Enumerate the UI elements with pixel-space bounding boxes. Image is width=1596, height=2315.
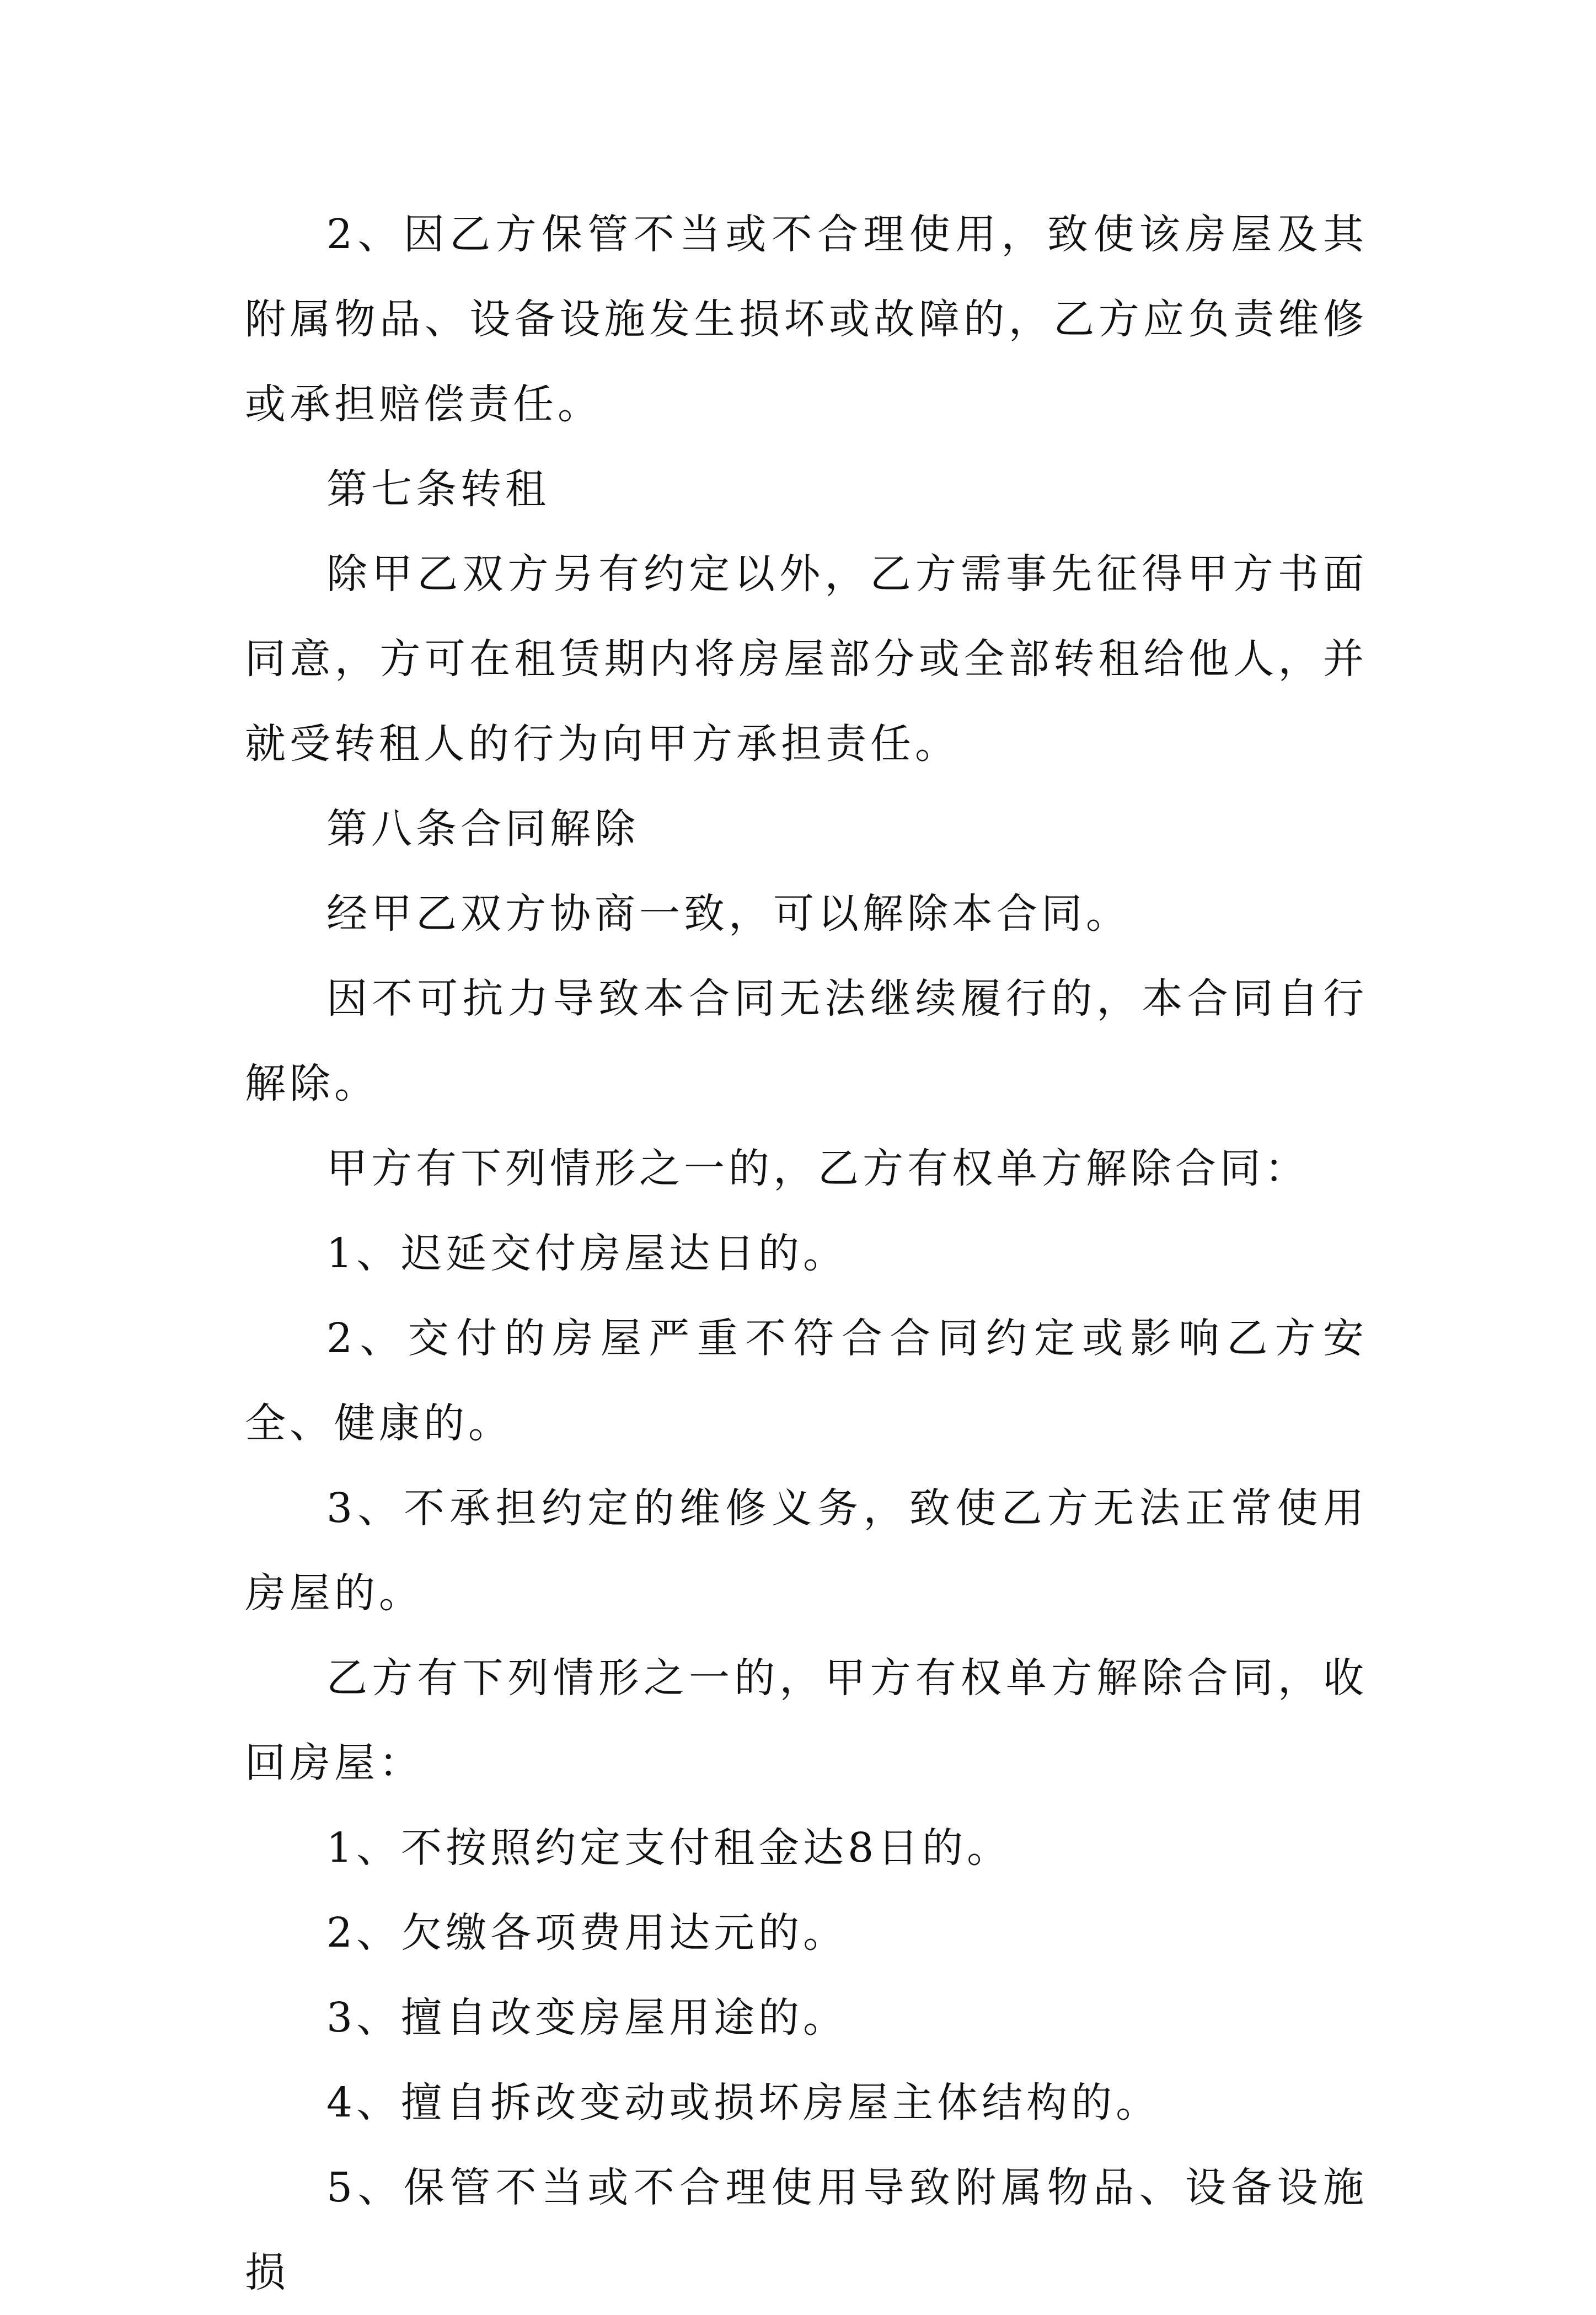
list-item-b-5: 5、保管不当或不合理使用导致附属物品、设备设施损 <box>245 2164 1368 2296</box>
list-item-b-2: 2、欠缴各项费用达元的。 <box>326 1909 848 1957</box>
paragraph-party-b-conditions-intro: 乙方有下列情形之一的，甲方有权单方解除合同，收回房屋： <box>245 1654 1368 1787</box>
paragraph-sublease-terms: 除甲乙双方另有约定以外，乙方需事先征得甲方书面同意，方可在租赁期内将房屋部分或全部转租给他人，并就受转租人的行为向甲方承担责任。 <box>245 550 1368 768</box>
document-body <box>245 192 1368 2315</box>
list-item-a-3: 3、不承担约定的维修义务，致使乙方无法正常使用房屋的。 <box>245 1485 1368 1617</box>
section-heading-sublease: 第七条转租 <box>326 465 550 513</box>
list-item-a-2: 2、交付的房屋严重不符合合同约定或影响乙方安全、健康的。 <box>245 1315 1368 1447</box>
list-item-b-1: 1、不按照约定支付租金达8日的。 <box>326 1824 1012 1872</box>
list-item-b-4: 4、擅自拆改变动或损坏房屋主体结构的。 <box>326 2079 1161 2126</box>
paragraph-party-a-conditions-intro: 甲方有下列情形之一的，乙方有权单方解除合同： <box>326 1145 1309 1192</box>
paragraph-repair-liability: 2、因乙方保管不当或不合理使用，致使该房屋及其附属物品、设备设施发生损坏或故障的，乙方应负责维修或承担赔偿责任。 <box>245 211 1368 428</box>
paragraph-mutual-termination: 经甲乙双方协商一致，可以解除本合同。 <box>326 890 1131 937</box>
section-heading-termination: 第八条合同解除 <box>326 805 639 853</box>
list-item-b-3: 3、擅自改变房屋用途的。 <box>326 1994 848 2041</box>
paragraph-force-majeure: 因不可抗力导致本合同无法继续履行的，本合同自行解除。 <box>245 975 1368 1107</box>
list-item-a-1: 1、迟延交付房屋达日的。 <box>326 1230 848 1277</box>
